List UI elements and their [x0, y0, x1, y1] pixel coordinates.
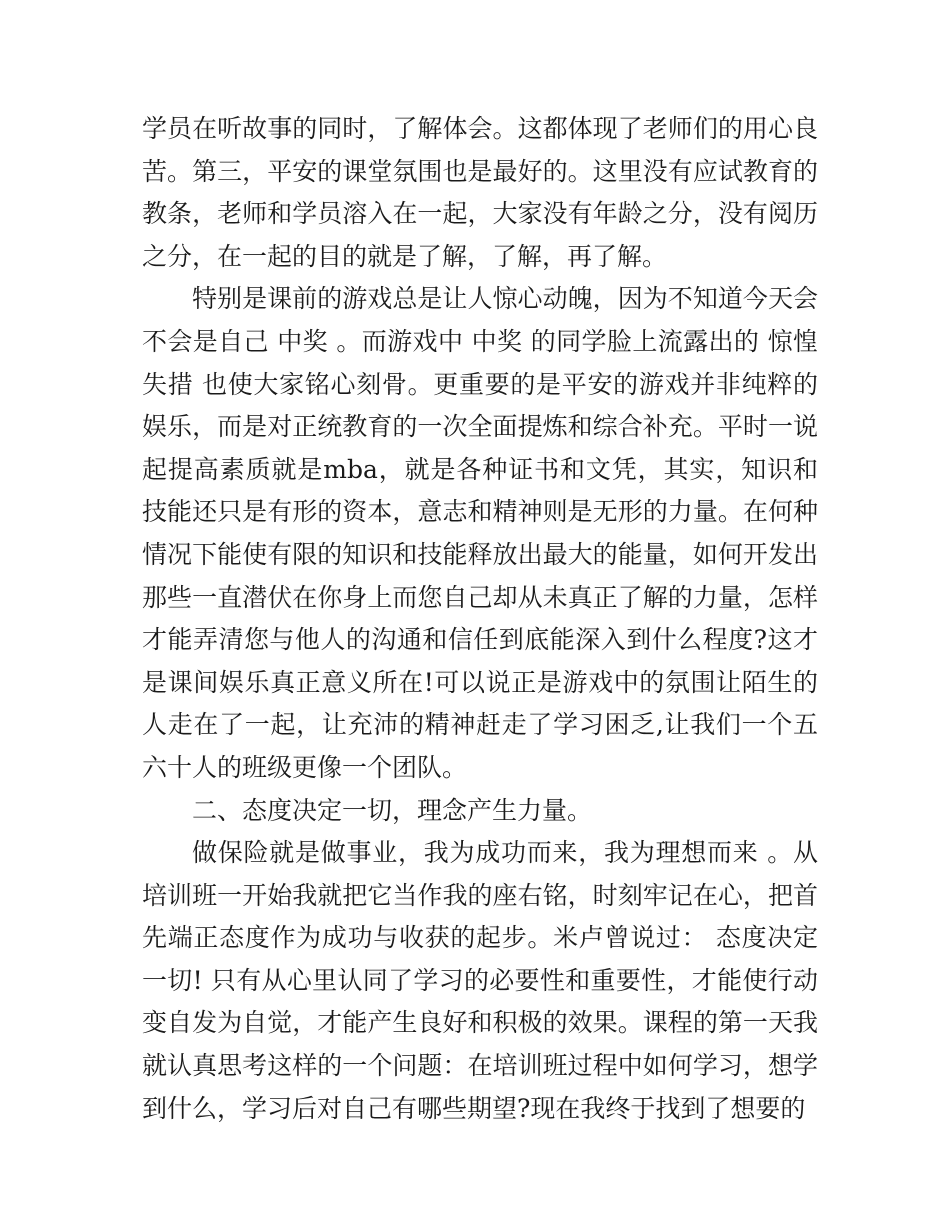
paragraph-2: 特别是课前的游戏总是让人惊心动魄，因为不知道今天会不会是自己 中奖 。而游戏中 中奖 的同学脸上流露出的 惊惶失措 也使大家铭心刻骨。更重要的是平安的游戏并非纯粹的娱乐，而是对正统教育的一次全面提炼和综合补充。平时一说起提高素质就是mba，就是各种证书和文凭，其实，知识和技能还只是有形的资本，意志和精神则是无形的力量。在何种情况下能使有限的知识和技能释放出最大的能量，如何开发出那些一直潜伏在你身上而您自己却从未真正了解的力量，怎样才能弄清您与他人的沟通和信任到底能深入到什么程度?这才是课间娱乐真正意义所在!可以说正是游戏中的氛围让陌生的人走在了一起，让充沛的精神赶走了学习困乏,让我们一个五六十人的班级更像一个团队。 — [142, 284, 818, 782]
section-heading: 二、态度决定一切，理念产生力量。 — [192, 795, 593, 825]
paragraph-1: 学员在听故事的同时，了解体会。这都体现了老师们的用心良苦。第三，平安的课堂氛围也是最好的。这里没有应试教育的教条，老师和学员溶入在一起，大家没有年龄之分，没有阅历之分，在一起的目的就是了解，了解，再了解。 — [142, 114, 818, 271]
paragraph-3: 做保险就是做事业，我为成功而来，我为理想而来 。从培训班一开始我就把它当作我的座右铭，时刻牢记在心，把首先端正态度作为成功与收获的起步。米卢曾说过： 态度决定一切! 只有从心里认同了学习的必要性和重要性，才能使行动变自发为自觉，才能产生良好和积极的效果。课程的第一天我就认真思考这样的一个问题：在培训班过程中如何学习，想学到什么，学习后对自己有哪些期望?现在我终于找到了想要的 — [142, 838, 818, 1123]
